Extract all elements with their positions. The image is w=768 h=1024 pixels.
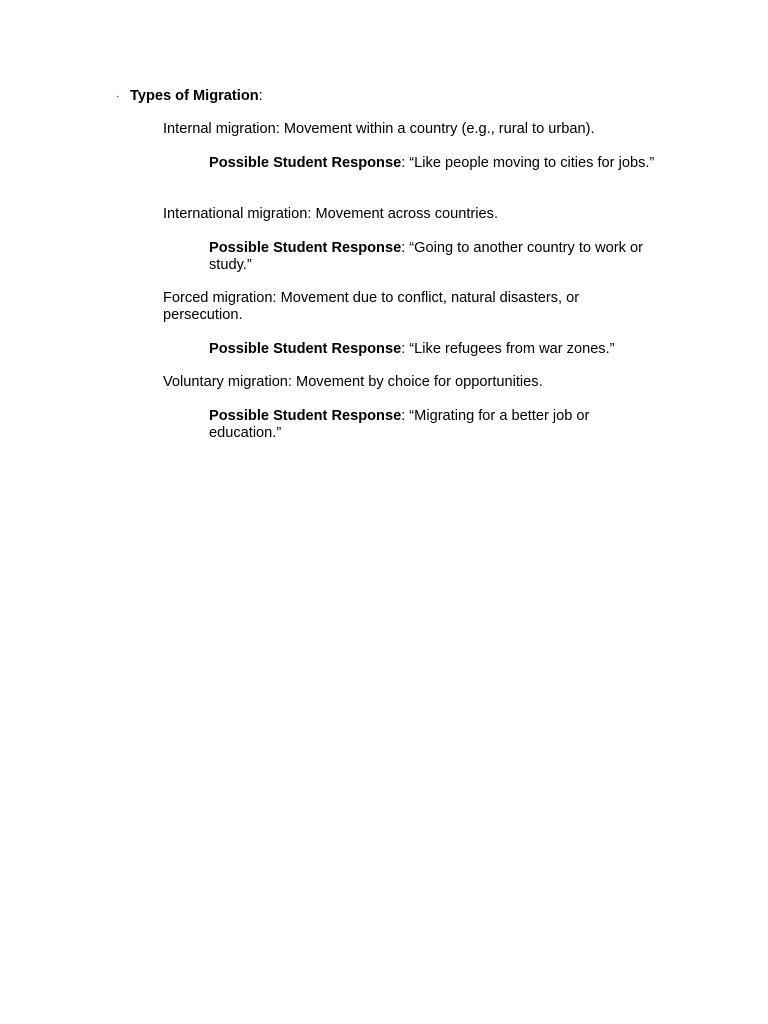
student-response-voluntary	[209, 408, 629, 442]
migration-type-international: International migration: Movement across countries.	[163, 206, 499, 222]
migration-type-forced: Forced migration: Movement due to conflict, natural disasters, or persecution.	[163, 290, 580, 323]
response-text: : “Migrating for a better job or education.”	[209, 408, 590, 441]
response-label: Possible Student Response	[209, 408, 402, 424]
student-response-forced	[209, 341, 659, 358]
response-text: : “Like refugees from war zones.”	[401, 341, 615, 357]
migration-type-internal: Internal migration: Movement within a country (e.g., rural to urban).	[163, 121, 595, 137]
section-title-suffix: :	[258, 88, 263, 104]
response-text: : “Like people moving to cities for jobs.”	[401, 155, 655, 171]
response-label: Possible Student Response	[209, 240, 402, 256]
response-label: Possible Student Response	[209, 155, 402, 171]
response-text: : “Going to another country to work or study.”	[209, 240, 643, 273]
section-title: Types of Migration	[130, 88, 259, 104]
section-heading	[116, 88, 263, 105]
migration-type-voluntary: Voluntary migration: Movement by choice for opportunities.	[163, 374, 543, 390]
response-label: Possible Student Response	[209, 341, 402, 357]
student-response-internal	[209, 155, 659, 172]
bullet-icon: ·	[116, 91, 120, 102]
student-response-international	[209, 240, 659, 274]
